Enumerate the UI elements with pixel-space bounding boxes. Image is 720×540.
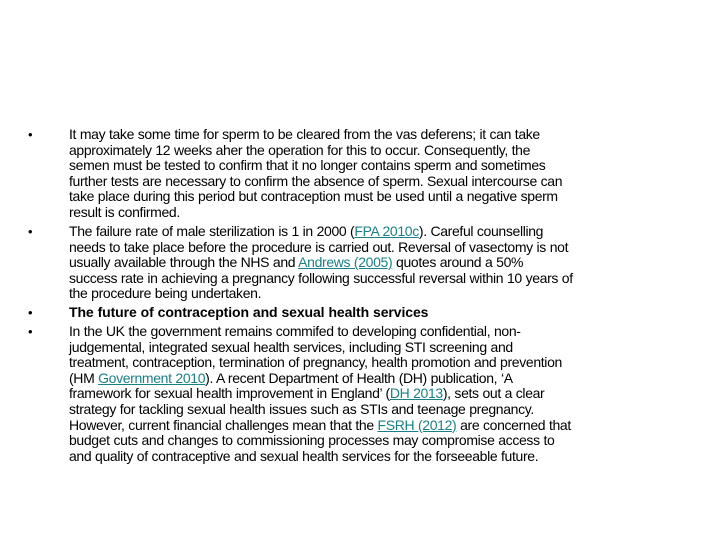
text-line	[69, 386, 571, 402]
bullet-icon: •	[28, 324, 33, 339]
text-span: usually available through the NHS and	[69, 254, 299, 271]
bullet-paragraph	[28, 324, 571, 464]
text-line	[69, 255, 573, 271]
text-span: semen must be tested to confirm that it no longer contains sperm and sometimes	[69, 157, 546, 174]
text-span: ), sets out a clear	[442, 385, 545, 402]
bullet-icon: •	[28, 224, 33, 239]
citation-link[interactable]: Andrews (2005)	[298, 254, 393, 271]
bullet-icon: •	[28, 305, 33, 320]
citation-link[interactable]: DH 2013	[389, 385, 443, 402]
text-line	[69, 174, 562, 190]
text-span: strategy for tackling sexual health issues such as STIs and teenage pregnancy.	[69, 400, 534, 417]
text-span: framework for sexual health improvement in England’ (	[69, 385, 390, 402]
text-line	[69, 286, 573, 302]
text-line	[69, 143, 562, 159]
text-line	[69, 433, 571, 449]
text-line	[69, 355, 571, 371]
text-line	[69, 418, 571, 434]
text-span: In the UK the government remains commifed to developing confidential, non-	[69, 323, 521, 339]
text-line	[69, 240, 573, 256]
text-span: approximately 12 weeks aher the operation for this to occur. Consequently, the	[69, 141, 531, 158]
text-line	[69, 402, 571, 418]
text-line	[69, 449, 571, 465]
citation-link[interactable]: Government 2010	[98, 369, 206, 386]
text-span: budget cuts and changes to commissioning processes may compromise access to	[69, 432, 555, 449]
text-span: judgemental, integrated sexual health services, including STI screening and	[69, 338, 513, 355]
section-heading-item	[28, 305, 428, 321]
text-line	[69, 224, 573, 240]
text-span: needs to take place before the procedure is carried out. Reversal of vasectomy is not	[69, 238, 569, 255]
text-span: result is confirmed.	[69, 203, 180, 220]
text-span: It may take some time for sperm to be cleared from the vas deferens; it can take	[69, 126, 540, 142]
text-line	[69, 205, 562, 221]
text-span: The failure rate of male sterilization is 1 in 2000 (	[69, 223, 355, 239]
text-span: ). Careful counselling	[418, 223, 544, 239]
text-line	[69, 371, 571, 387]
text-span: take place during this period but contraception must be used until a negative sperm	[69, 188, 558, 205]
bullet-paragraph	[28, 224, 573, 302]
text-line	[69, 324, 571, 340]
text-span: the procedure being undertaken.	[69, 285, 262, 302]
text-span: (HM	[69, 369, 99, 386]
text-span: However, current financial challenges mean that the	[69, 416, 378, 433]
text-line	[69, 271, 573, 287]
text-line	[69, 189, 562, 205]
text-span: and quality of contraceptive and sexual health services for the forseeable future.	[69, 447, 539, 464]
text-line	[69, 127, 562, 143]
citation-link[interactable]: FSRH (2012)	[377, 416, 457, 433]
text-line	[69, 305, 428, 321]
text-span: success rate in achieving a pregnancy following successful reversal within 10 years of	[69, 269, 573, 286]
bullet-paragraph	[28, 127, 562, 221]
text-span: ). A recent Department of Health (DH) publication, ‘A	[205, 369, 513, 386]
text-span: quotes around a 50%	[392, 254, 524, 271]
text-span: further tests are necessary to confirm the absence of sperm. Sexual intercourse can	[69, 172, 563, 189]
citation-link[interactable]: FPA 2010c	[354, 223, 419, 239]
bullet-icon: •	[28, 127, 33, 142]
text-span: treatment, contraception, termination of pregnancy, health promotion and prevention	[69, 354, 562, 371]
text-span: The future of contraception and sexual health services	[69, 304, 429, 320]
text-span: are concerned that	[456, 416, 571, 433]
text-line	[69, 340, 571, 356]
text-line	[69, 158, 562, 174]
